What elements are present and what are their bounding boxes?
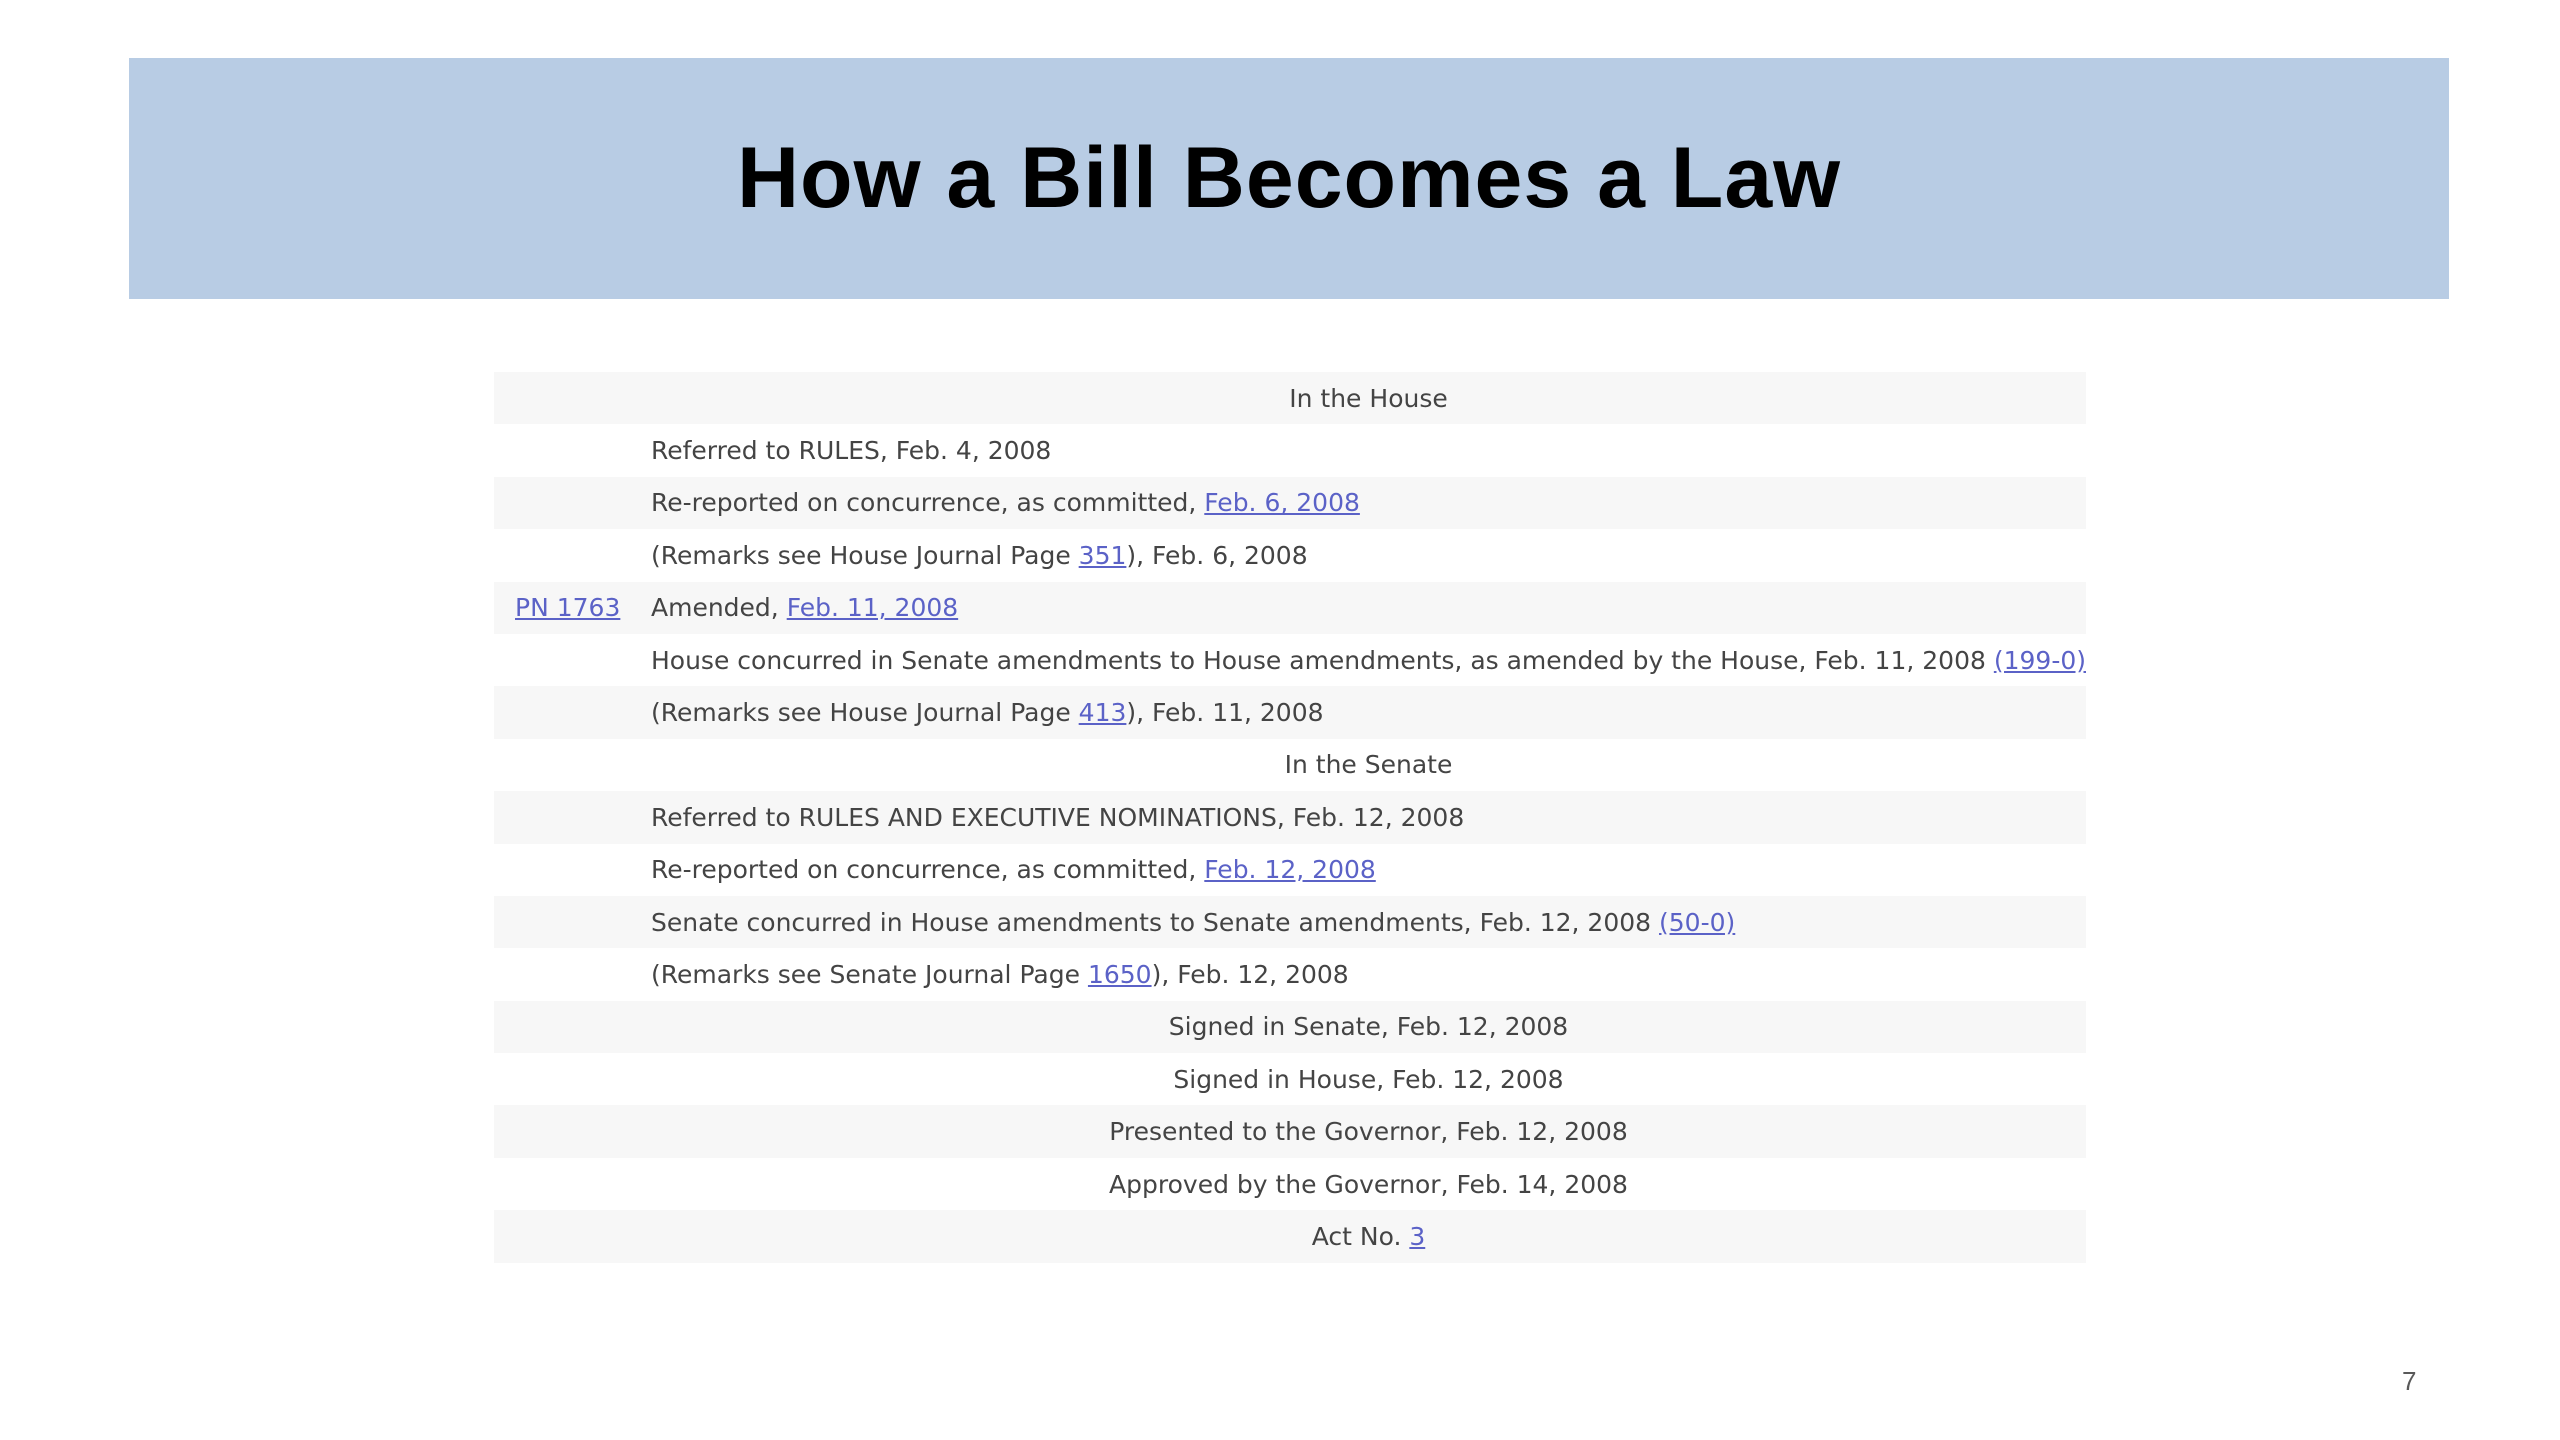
table-row [494, 1001, 2086, 1053]
table-row [494, 1105, 2086, 1157]
action-text: House concurred in Senate amendments to House amendments, as amended by the House, Feb. 11, 2008 [650, 645, 1994, 675]
journal-page-link[interactable]: 1650 [1087, 959, 1152, 989]
slide-title: How a Bill Becomes a Law [736, 130, 1842, 226]
vote-link[interactable]: (199-0) [1993, 645, 2086, 675]
final-action-text: Signed in Senate, Feb. 12, 2008 [1168, 1012, 1569, 1042]
action-text: Amended, [650, 593, 787, 623]
action-text: Re-reported on concurrence, as committed, [650, 488, 1205, 518]
journal-page-link[interactable]: 351 [1078, 540, 1127, 570]
table-row [494, 477, 2086, 529]
action-text: ), Feb. 11, 2008 [1126, 698, 1324, 728]
table-row [494, 1158, 2086, 1210]
table-row-senate-heading [494, 739, 2086, 791]
date-link[interactable]: Feb. 12, 2008 [1204, 855, 1376, 885]
action-text: Referred to RULES, Feb. 4, 2008 [650, 436, 1052, 466]
final-action-text: Signed in House, Feb. 12, 2008 [1173, 1064, 1564, 1094]
vote-link[interactable]: (50-0) [1659, 907, 1736, 937]
printer-number-link[interactable]: PN 1763 [515, 593, 621, 623]
final-action-text: Approved by the Governor, Feb. 14, 2008 [1109, 1169, 1628, 1199]
bill-history-table [494, 372, 2086, 1263]
table-row [494, 1210, 2086, 1262]
table-row [494, 791, 2086, 843]
final-action-text: Presented to the Governor, Feb. 12, 2008 [1109, 1117, 1628, 1147]
act-label: Act No. [1311, 1221, 1410, 1251]
table-row [494, 896, 2086, 948]
table-row [494, 529, 2086, 581]
action-text: ), Feb. 12, 2008 [1151, 959, 1349, 989]
section-heading-house: In the House [1289, 383, 1448, 413]
table-row-house-heading [494, 372, 2086, 424]
table-row [494, 844, 2086, 896]
action-text: Re-reported on concurrence, as committed, [650, 855, 1205, 885]
table-row [494, 948, 2086, 1000]
table-row [494, 424, 2086, 476]
section-heading-senate: In the Senate [1284, 750, 1453, 780]
action-text: (Remarks see House Journal Page [650, 698, 1079, 728]
page-number: 7 [2402, 1366, 2417, 1396]
action-text: Referred to RULES AND EXECUTIVE NOMINATIONS, Feb. 12, 2008 [650, 802, 1465, 832]
table-row [494, 686, 2086, 738]
table-row [494, 1053, 2086, 1105]
title-banner [129, 58, 2449, 299]
journal-page-link[interactable]: 413 [1078, 698, 1127, 728]
date-link[interactable]: Feb. 11, 2008 [786, 593, 959, 623]
action-text: ), Feb. 6, 2008 [1126, 540, 1308, 570]
action-text: (Remarks see House Journal Page [650, 540, 1079, 570]
action-text: (Remarks see Senate Journal Page [650, 959, 1088, 989]
date-link[interactable]: Feb. 6, 2008 [1204, 488, 1360, 518]
table-row [494, 634, 2086, 686]
table-row [494, 582, 2086, 634]
act-number-link[interactable]: 3 [1409, 1221, 1426, 1251]
action-text: Senate concurred in House amendments to Senate amendments, Feb. 12, 2008 [650, 907, 1660, 937]
